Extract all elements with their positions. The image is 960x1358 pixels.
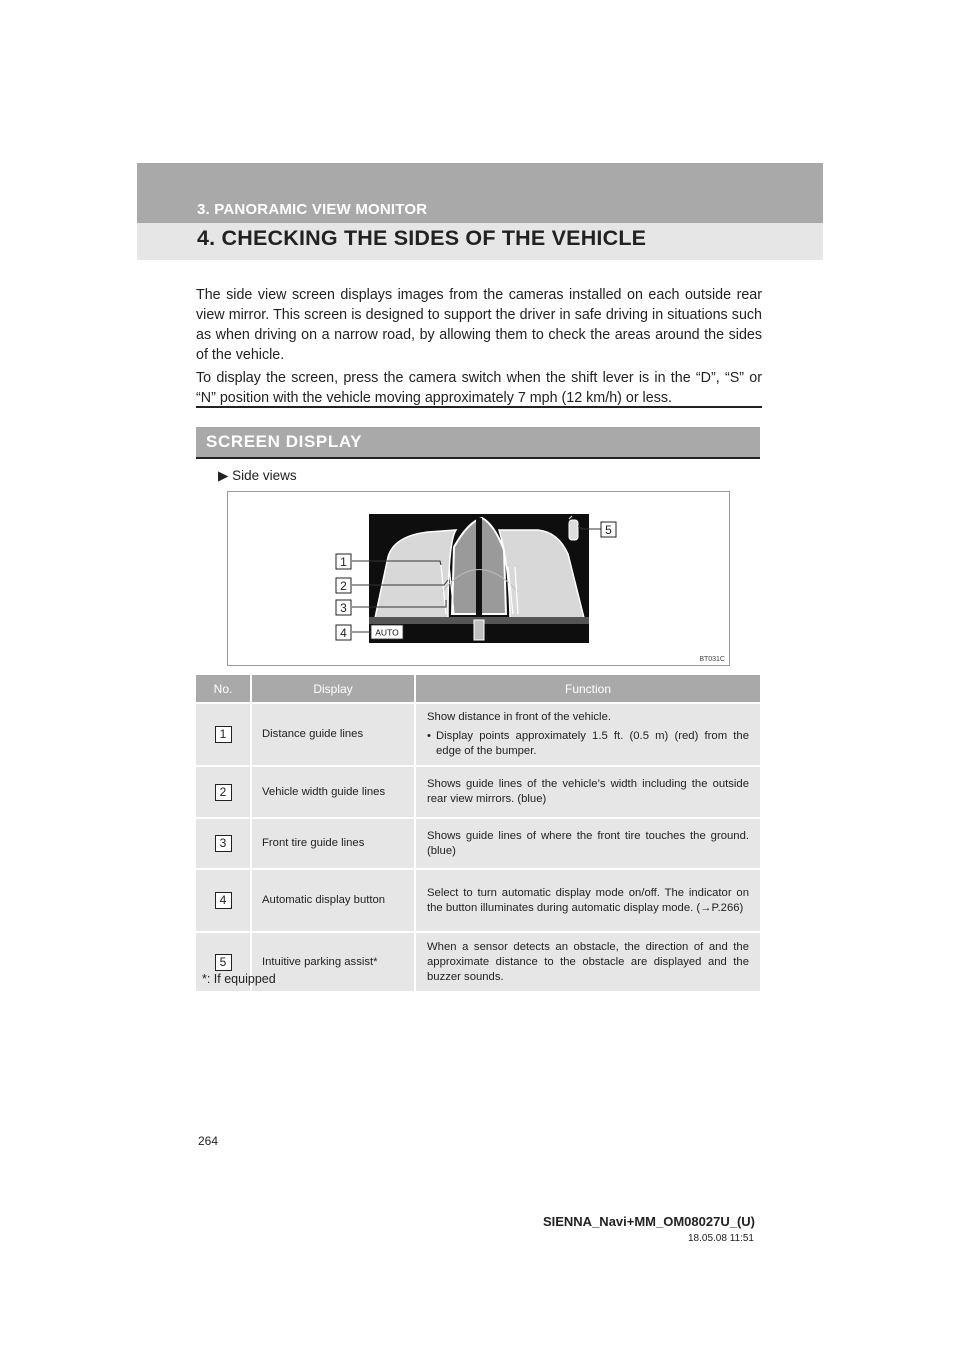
row-number: 3	[215, 835, 232, 852]
footnote: *: If equipped	[202, 972, 276, 986]
center-divider	[476, 518, 482, 624]
side-view-figure	[227, 491, 730, 666]
parking-assist-car-icon	[569, 520, 578, 540]
document-id: SIENNA_Navi+MM_OM08027U_(U)	[542, 1214, 755, 1229]
function-text: Show distance in front of the vehicle.	[427, 711, 611, 723]
side-view-illustration	[228, 492, 729, 665]
side-views-label: Side views	[232, 468, 297, 483]
row-number-cell	[196, 818, 251, 869]
section-heading: 3. PANORAMIC VIEW MONITOR	[197, 201, 428, 218]
function-cell: When a sensor detects an obstacle, the direction of and the approximate distance to the obstacle are displayed and the buzzer sounds.	[415, 932, 760, 991]
function-cell: Select to turn automatic display mode on/off. The indicator on the button illuminates during automatic display mode. (→P.266)	[415, 869, 760, 932]
column-header-no: No.	[196, 675, 251, 703]
table-row	[196, 703, 760, 766]
callout-5: 5	[605, 523, 612, 537]
row-number-cell	[196, 869, 251, 932]
intro-box	[196, 285, 762, 408]
triangle-bullet-icon: ▶	[218, 468, 229, 483]
column-header-display: Display	[251, 675, 415, 703]
function-table	[196, 675, 760, 991]
bullet-dot-icon: •	[427, 730, 431, 742]
screen-display-heading: SCREEN DISPLAY	[206, 432, 363, 451]
side-views-subheading	[218, 468, 297, 484]
display-cell: Automatic display button	[251, 869, 415, 932]
display-cell: Distance guide lines	[251, 703, 415, 766]
function-bullet	[427, 729, 749, 759]
callout-2: 2	[340, 579, 347, 593]
display-cell: Intuitive parking assist*	[251, 932, 415, 991]
row-number: 2	[215, 784, 232, 801]
auto-button-label: AUTO	[375, 627, 399, 638]
row-number: 1	[215, 726, 232, 743]
function-cell	[415, 703, 760, 766]
page-number: 264	[198, 1134, 219, 1148]
page-title: 4. CHECKING THE SIDES OF THE VEHICLE	[197, 226, 647, 250]
row-number-cell	[196, 703, 251, 766]
callout-4: 4	[340, 626, 347, 640]
column-header-function: Function	[415, 675, 760, 703]
row-number: 4	[215, 892, 232, 909]
tire-marker	[474, 620, 484, 640]
function-cell: Shows guide lines of the vehicle’s width including the outside rear view mirrors. (blue)	[415, 766, 760, 818]
screen-display-header	[196, 427, 760, 459]
display-cell: Front tire guide lines	[251, 818, 415, 869]
function-bullet-text: Display points approximately 1.5 ft. (0.5 m) (red) from the edge of the bumper.	[436, 730, 749, 757]
function-cell: Shows guide lines of where the front tire touches the ground. (blue)	[415, 818, 760, 869]
table-row	[196, 818, 760, 869]
table-row	[196, 869, 760, 932]
row-number-cell	[196, 766, 251, 818]
callout-3: 3	[340, 601, 347, 615]
table-header-row	[196, 675, 760, 703]
intro-paragraph-1: The side view screen displays images from the cameras installed on each outside rear view mirror. This screen is designed to support the driver in safe driving in situations such as when driving on a narrow road, by allowing them to check the areas around the sides of the vehicle.	[196, 287, 762, 363]
document-date-time: 18.05.08 11:51	[688, 1233, 754, 1244]
callout-1: 1	[340, 555, 347, 569]
table-row	[196, 766, 760, 818]
figure-code: BT031C	[699, 656, 725, 663]
intro-paragraph-2: To display the screen, press the camera switch when the shift lever is in the “D”, “S” or “N” position with the vehicle moving approximately 7 mph (12 km/h) or less.	[196, 370, 762, 406]
table-row	[196, 932, 760, 991]
row-number: 5	[215, 954, 232, 971]
display-cell: Vehicle width guide lines	[251, 766, 415, 818]
